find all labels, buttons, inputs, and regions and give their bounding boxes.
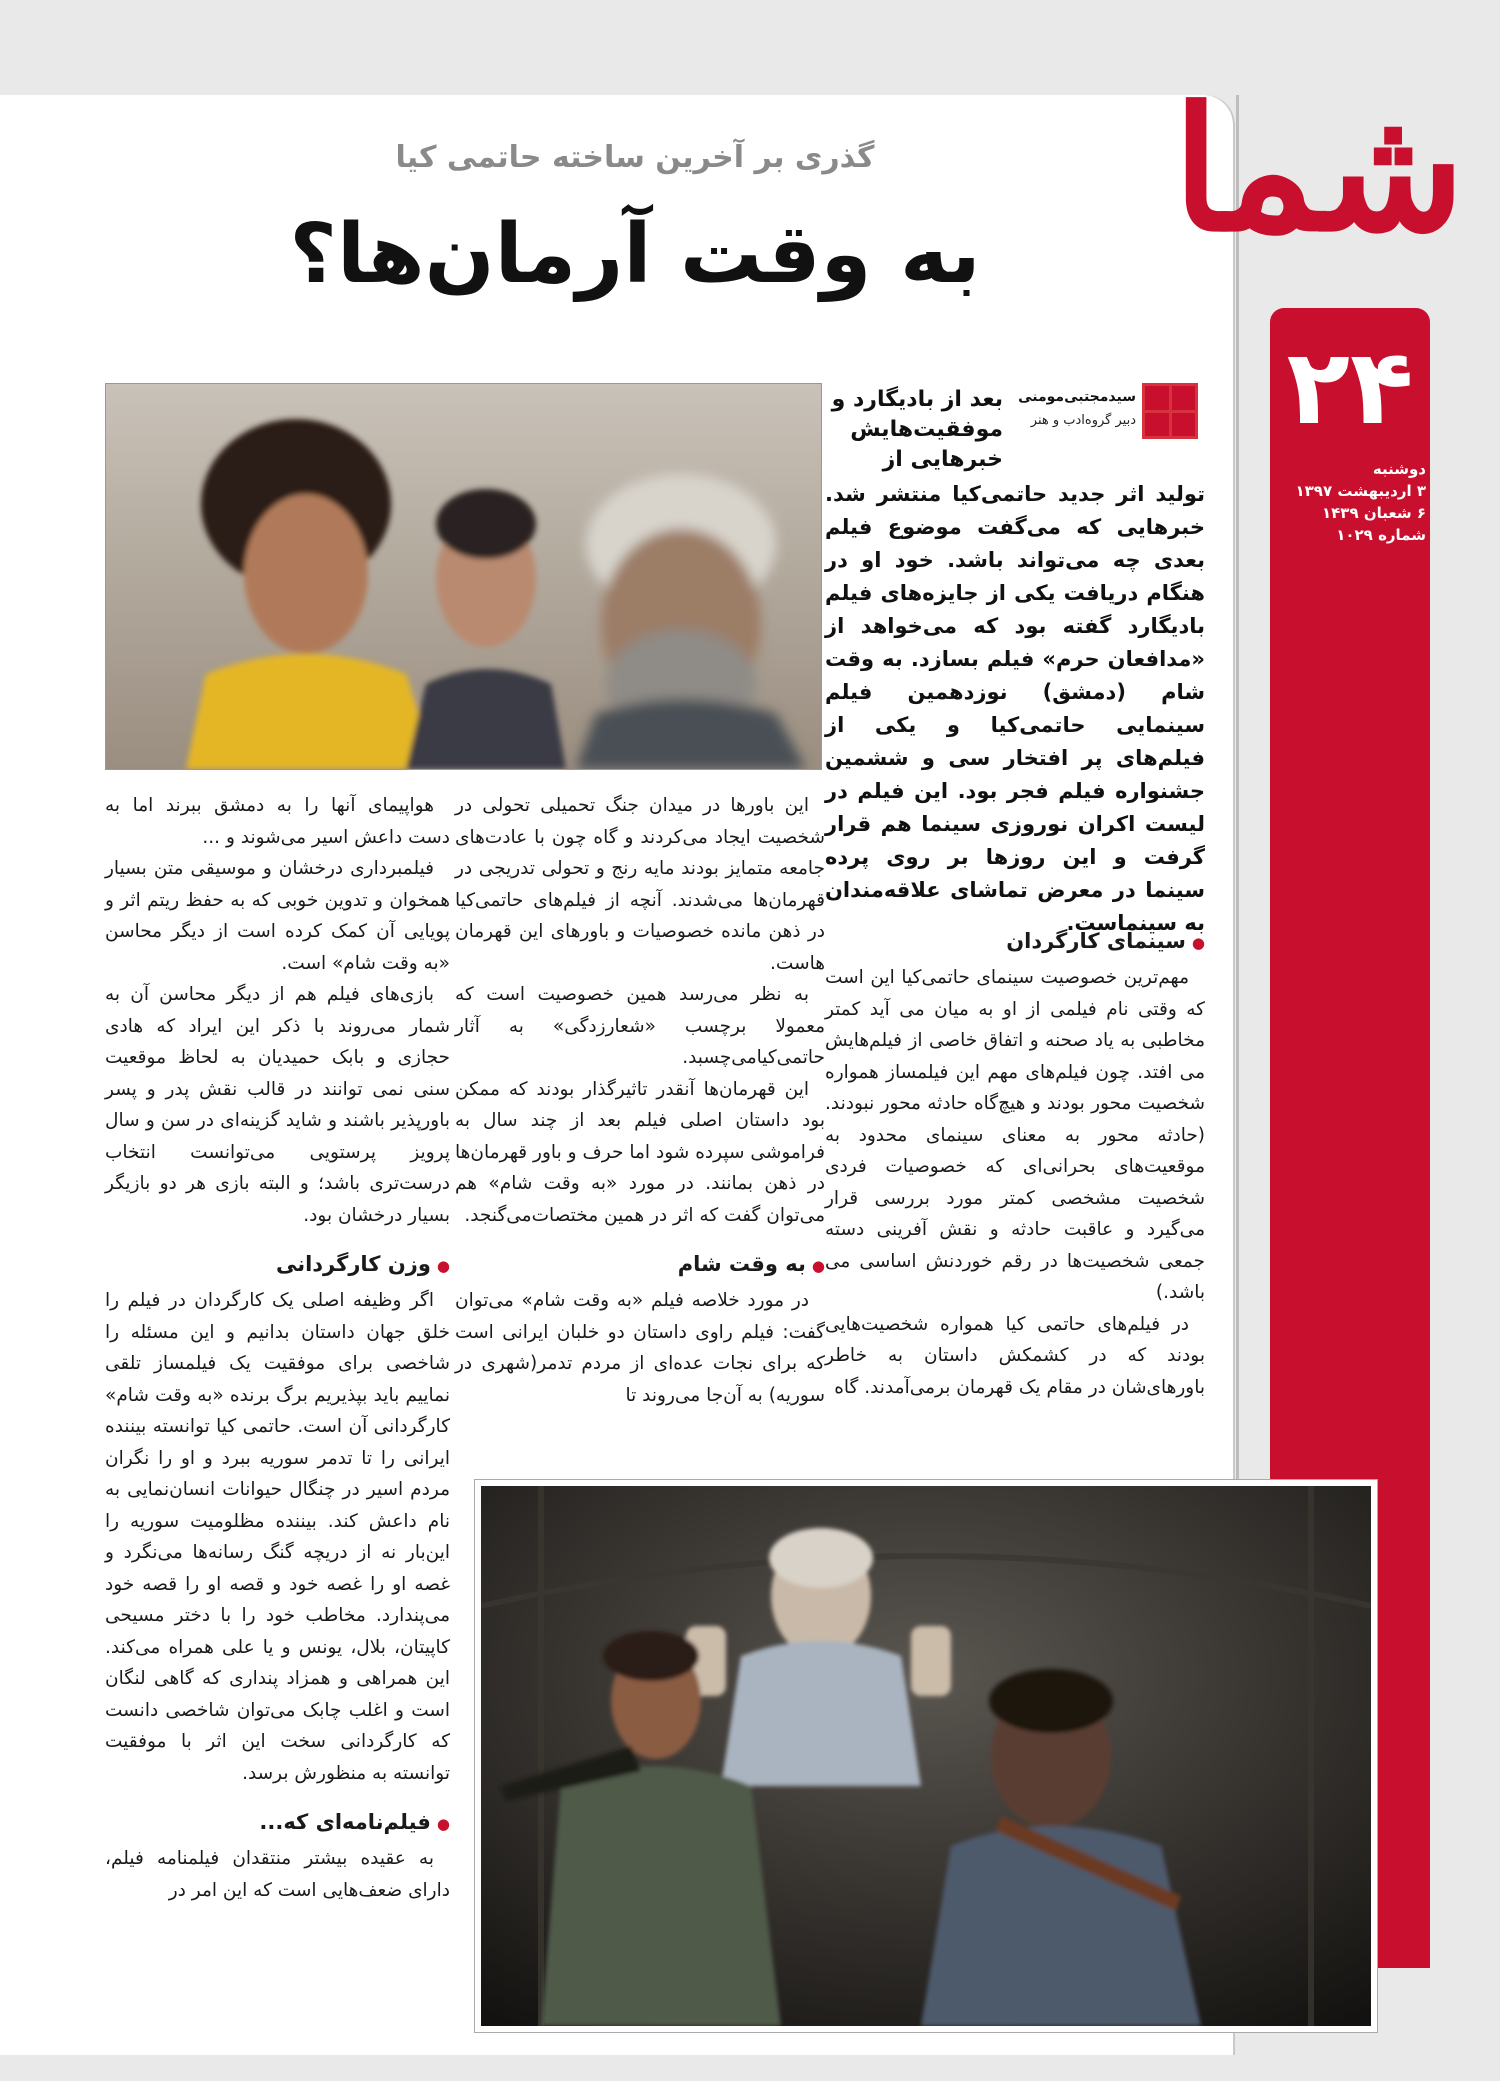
page-number: ۲۴ xyxy=(1286,326,1414,448)
weekday: دوشنبه xyxy=(1372,460,1426,478)
body-paragraph: در مورد خلاصه فیلم «به وقت شام» می‌توان گفت: فیلم راوی داستان دو خلبان ایرانی است که برای نجات عده‌ای از مردم تدمر(شهری در سوریه) به آن‌جا می‌روند تا xyxy=(455,1290,825,1406)
body-paragraph: این قهرمان‌ها آنقدر تاثیرگذار بودند که ممکن بود داستان اصلی فیلم بعد از چند سال به فراموشی سپرده شود اما حرف و باور قهرمان‌ها در ذهن بمانند. در مورد «به وقت شام» هم می‌توان گفت که اثر در همین مختصات‌می‌گنجد. xyxy=(455,1078,825,1226)
body-paragraph: به نظر می‌رسد همین خصوصیت است که معمولا برچسب «شعارزدگی» به آثار حاتمی‌کیامی‌چسبد. xyxy=(455,984,825,1068)
author-box xyxy=(1010,383,1198,445)
section-heading: ● سینمای کارگردان xyxy=(825,926,1205,958)
body-paragraph: هواپیمای آنها را به دمشق ببرند اما به دست داعش اسیر می‌شوند و ... xyxy=(105,795,450,848)
magazine-logo: شما xyxy=(1172,70,1465,270)
bottom-photo-image xyxy=(481,1486,1371,2026)
section-heading: ● وزن کارگردانی xyxy=(105,1249,450,1281)
article-headline: به وقت آرمان‌ها؟ xyxy=(289,207,981,302)
body-paragraph: بازی‌های فیلم هم از دیگر محاسن آن به شمار می‌روند با ذکر این ایراد که هادی حجازی و بابک حمیدیان به لحاظ موقعیت سنی نمی توانند در قالب نقش پدر و پسر باورپذیر باشند و شاید گزینه‌ای در سن و سال پرویز پرستویی می‌توانست انتخاب درست‌تری باشد؛ و البته بازی هر دو بازیگر بسیار درخشان بود. xyxy=(105,984,450,1226)
body-paragraph: در فیلم‌های حاتمی کیا همواره شخصیت‌هایی بودند که در کشمکش داستان به خاطر باورهای‌شان در مقام یک قهرمان برمی‌آمدند. گاه xyxy=(825,1313,1205,1398)
body-paragraph: فیلمبرداری درخشان و موسیقی متن بسیار همخوان و تدوین خوبی که به حفظ ریتم اثر و پویایی آن کمک کرده است از دیگر محاسن «به وقت شام» است. xyxy=(105,858,450,974)
article-kicker: گذری بر آخرین ساخته حاتمی کیا xyxy=(395,140,875,175)
issue-number: شماره ۱۰۲۹ xyxy=(1336,526,1426,544)
body-paragraph: این باورها در میدان جنگ تحمیلی تحولی در شخصیت ایجاد می‌کردند و گاه چون با عادت‌های جامعه متمایز بودند مایه رنج و تحولی تدریجی در قهرمان‌ها می‌شدند. آنچه از فیلم‌های حاتمی‌کیا در ذهن مانده خصوصیات و باورهای این قهرمان هاست. xyxy=(455,795,825,974)
lunar-date: ۶ شعبان ۱۴۳۹ xyxy=(1321,504,1426,522)
section-heading: ● به وقت شام xyxy=(455,1249,825,1281)
column-left xyxy=(105,790,450,1906)
author-name: سیدمجتبی‌مومنی xyxy=(1018,389,1136,405)
bottom-photo xyxy=(475,1480,1377,2032)
solar-date: ۳ اردیبهشت ۱۳۹۷ xyxy=(1295,482,1426,500)
author-badge-icon xyxy=(1142,383,1198,439)
author-role: دبیر گروه‌ادب و هنر xyxy=(1030,413,1136,428)
body-paragraph: اگر وظیفه اصلی یک کارگردان در فیلم را خلق جهان داستان بدانیم و این مسئله را شاخصی برای موفقیت یک فیلمساز تلقی نماییم باید بپذیریم برگ برنده «به وقت شام» کارگردانی آن است. حاتمی کیا توانسته بیننده ایرانی را تا تدمر سوریه ببرد و او را نگران مردم اسیر در چنگال حیوانات انسان‌نمایی به نام داعش کند. بیننده مظلومیت سوریه را این‌بار نه از دریچه گنگ رسانه‌ها می‌نگرد و غصه او را غصه خود و قصه او را قصه خود می‌پندارد. مخاطب خود را با دختر مسیحی کاپیتان، بلال، یونس و یا علی همراه می‌کند. این همراهی و همزاد پنداری که گاهی لنگان است و اغلب چابک می‌توان شاخصی دانست که کارگردانی سخت این اثر با موفقیت توانسته به منظورش برسد. xyxy=(105,1290,450,1784)
top-photo xyxy=(105,383,822,770)
column-middle xyxy=(455,790,825,1411)
lead-paragraph: تولید اثر جدید حاتمی‌کیا منتشر شد. خبرهایی که می‌گفت موضوع فیلم بعدی چه می‌تواند باشد. خود او در هنگام دریافت یکی از جایزه‌های فیلم بادیگارد گفته بود که می‌خواهد از «مدافعان حرم» فیلم بسازد. به وقت شام (دمشق) نوزدهمین فیلم سینمایی حاتمی‌کیا و یکی از فیلم‌های پر افتخار سی و ششمین جشنواره فیلم فجر بود. این فیلم در لیست اکران نوروزی سینما هم قرار گرفت و این روزها بر روی پرده سینما در معرض تماشای علاقه‌مندان به سینماست. xyxy=(825,482,1205,935)
section-heading: ● فیلم‌نامه‌ای که... xyxy=(105,1807,450,1839)
column-right xyxy=(825,908,1205,1403)
body-paragraph: مهم‌ترین خصوصیت سینمای حاتمی‌کیا این است که وقتی نام فیلمی از او به میان می آید کمتر مخاطبی به یاد صحنه و اتفاق خاصی از فیلم‌هایش می افتد. چون فیلم‌های مهم این فیلمساز همواره شخصیت محور بودند و هیچ‌گاه حادثه محور نبودند. (حادثه محور به معنای سینمای محدود به موقعیت‌های بحرانی‌ای که خصوصیات فردی شخصیت مشخصی کمتر مورد بررسی قرار می‌گیرد و عاقبت حادثه و نقش آفرینی دسته جمعی شخصیت‌ها در رقم خوردنش اساسی می باشد.) xyxy=(825,967,1205,1303)
issue-date-info xyxy=(1274,458,1426,546)
body-paragraph: به عقیده بیشتر منتقدان فیلمنامه فیلم، دارای ضعف‌هایی است که این امر در xyxy=(105,1848,450,1901)
top-photo-image xyxy=(106,384,821,769)
lead-intro: بعد از بادیگارد و موفقیت‌هایش خبرهایی از xyxy=(831,387,1003,472)
